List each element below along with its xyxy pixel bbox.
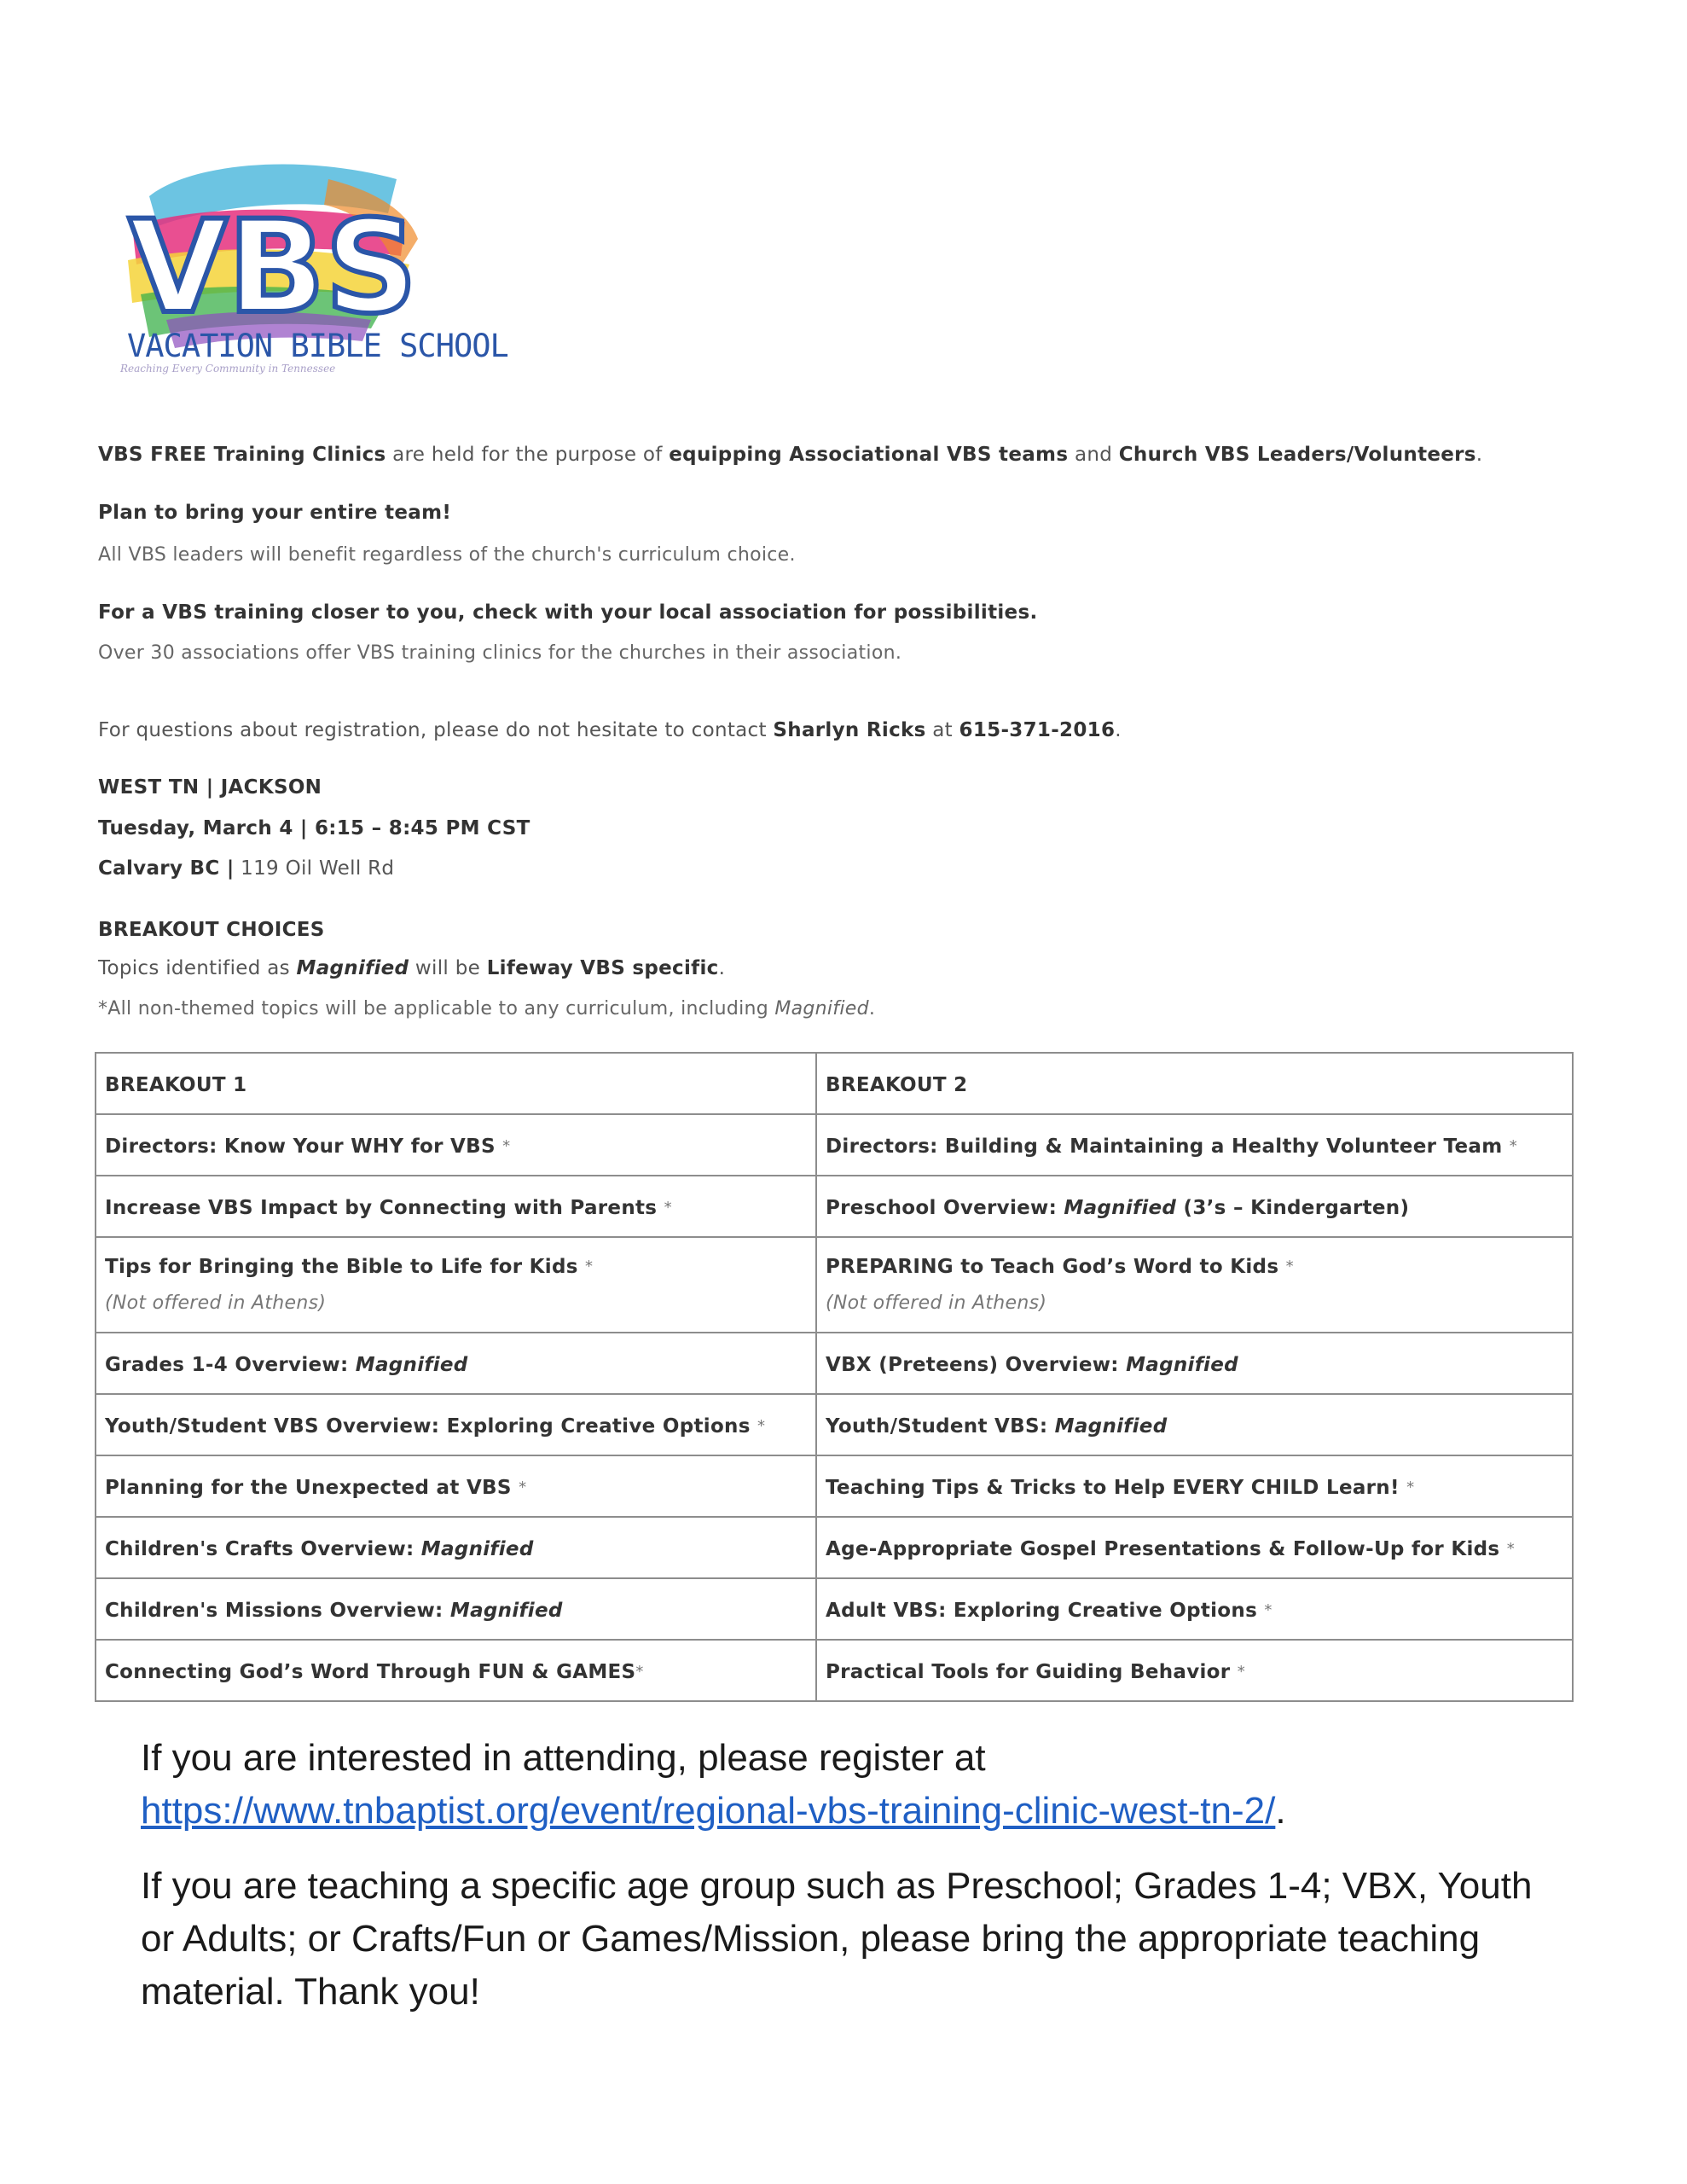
logo-tagline: Reaching Every Community in Tennessee: [120, 363, 336, 375]
event-datetime: Tuesday, March 4 | 6:15 – 8:45 PM CST: [98, 817, 530, 839]
event-region: WEST TN | JACKSON: [98, 776, 322, 799]
register-text: If you are interested in attending, please register at: [141, 1737, 986, 1779]
closer-heading: For a VBS training closer to you, check with your local association for possibilities.: [98, 601, 1038, 624]
breakout-1-cell: Children's Crafts Overview: Magnified: [96, 1517, 816, 1578]
breakout-1-cell: Connecting God’s Word Through FUN & GAMES*: [96, 1640, 816, 1701]
register-link[interactable]: https://www.tnbaptist.org/event/regional-vbs-training-clinic-west-tn-2/: [141, 1790, 1276, 1832]
breakout-2-cell: Preschool Overview: Magnified (3’s – Kindergarten): [816, 1176, 1573, 1237]
table-row: [96, 1333, 1573, 1394]
breakout-1-cell: Tips for Bringing the Bible to Life for Kids * (Not offered in Athens): [96, 1237, 816, 1333]
table-row: [96, 1455, 1573, 1517]
breakout-1-cell: Increase VBS Impact by Connecting with Parents *: [96, 1176, 816, 1237]
closer-subtext: Over 30 associations offer VBS training clinics for the churches in their association.: [98, 642, 902, 664]
vbs-logo-graphic: [115, 145, 508, 392]
table-row: [96, 1394, 1573, 1455]
breakout-2-cell: Directors: Building & Maintaining a Healthy Volunteer Team *: [816, 1114, 1573, 1176]
plan-heading: Plan to bring your entire team!: [98, 502, 452, 524]
breakout-note-2: *All non-themed topics will be applicable to any curriculum, including Magnified.: [98, 998, 876, 1019]
breakout-1-cell: Youth/Student VBS Overview: Exploring Creative Options *: [96, 1394, 816, 1455]
breakout-2-cell: Adult VBS: Exploring Creative Options *: [816, 1578, 1573, 1640]
breakout-1-cell: Grades 1-4 Overview: Magnified: [96, 1333, 816, 1394]
table-row: [96, 1114, 1573, 1176]
breakout-2-cell: Teaching Tips & Tricks to Help EVERY CHILD Learn! *: [816, 1455, 1573, 1517]
breakout-2-cell: Age-Appropriate Gospel Presentations & Follow-Up for Kids *: [816, 1517, 1573, 1578]
table-row: [96, 1578, 1573, 1640]
breakout-1-cell: Children's Missions Overview: Magnified: [96, 1578, 816, 1640]
plan-subtext: All VBS leaders will benefit regardless of the church's curriculum choice.: [98, 544, 796, 566]
table-row: [96, 1640, 1573, 1701]
contact-line: For questions about registration, please do not hesitate to contact Sharlyn Ricks at 615-371-2016.: [98, 719, 1122, 741]
breakout-2-cell: VBX (Preteens) Overview: Magnified: [816, 1333, 1573, 1394]
teaching-note: If you are teaching a specific age group such as Preschool; Grades 1-4; VBX, Youth or Adults; or Crafts/Fun or Games/Mission, please bring the appropriate teaching material. Thank you!: [141, 1865, 1533, 2013]
breakout-2-cell: PREPARING to Teach God’s Word to Kids * (Not offered in Athens): [816, 1237, 1573, 1333]
table-row: [96, 1176, 1573, 1237]
breakout-1-header: BREAKOUT 1: [96, 1053, 816, 1114]
table-row: [96, 1517, 1573, 1578]
logo-title: VACATION BIBLE SCHOOL: [127, 328, 508, 364]
purpose-statement: VBS FREE Training Clinics are held for the purpose of equipping Associational VBS teams and Church VBS Leaders/Volunteers.: [98, 444, 1483, 466]
vbs-logo: [115, 145, 508, 392]
table-row: [96, 1237, 1573, 1333]
table-header-row: [96, 1053, 1573, 1114]
breakout-2-header: BREAKOUT 2: [816, 1053, 1573, 1114]
logo-letters: VBS: [128, 194, 418, 342]
breakout-table: [95, 1052, 1574, 1702]
breakout-1-cell: Directors: Know Your WHY for VBS *: [96, 1114, 816, 1176]
event-venue: Calvary BC | 119 Oil Well Rd: [98, 857, 395, 880]
breakout-note-1: Topics identified as Magnified will be Lifeway VBS specific.: [98, 957, 726, 979]
breakout-2-cell: Youth/Student VBS: Magnified: [816, 1394, 1573, 1455]
breakout-2-cell: Practical Tools for Guiding Behavior *: [816, 1640, 1573, 1701]
breakout-heading: BREAKOUT CHOICES: [98, 919, 325, 941]
register-paragraph: If you are interested in attending, please register at https://www.tnbaptist.org/event/regional-vbs-training-clinic-west-tn-2/.: [141, 1737, 1286, 1832]
breakout-1-cell: Planning for the Unexpected at VBS *: [96, 1455, 816, 1517]
